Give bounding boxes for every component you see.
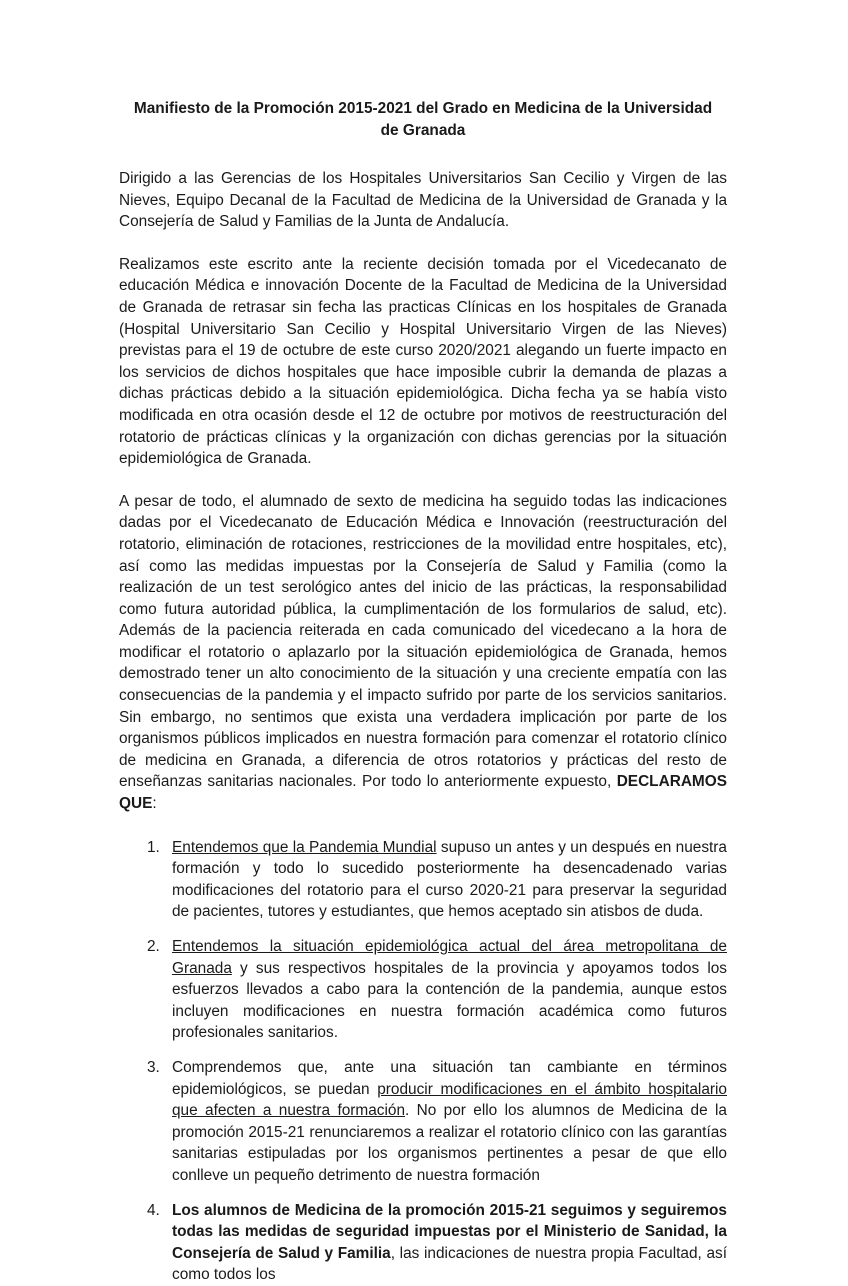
item-text: supuso un antes y un después en nuestra formación y todo lo sucedido posteriormente ha desencadenado varias modificaciones del rotatorio para el curso 2020-21 para preservar la seguridad de pacientes, tutores y estudiantes, que hemos aceptado sin atisbos de duda. — [172, 838, 727, 921]
item-text: y sus respectivos hospitales de la provincia y apoyamos todos los esfuerzos llevados a cabo para la contención de la pandemia, aunque estos incluyen modificaciones en nuestra formación académica como futuros profesionales sanitarios. — [172, 959, 727, 1042]
item-number: 1. — [147, 838, 160, 856]
document-title: Manifiesto de la Promoción 2015-2021 del Grado en Medicina de la Universidad de Granada — [133, 100, 713, 139]
argument-paragraph — [119, 491, 727, 815]
item-number: 2. — [147, 938, 160, 955]
item-underlined-text: producir modificaciones en el ámbito hospitalario que afecten a nuestra formación — [172, 1080, 727, 1120]
item-underlined-text: Entendemos la situación epidemiológica actual del área metropolitana de Granada — [172, 938, 727, 977]
declaramos-heading: DECLARAMOS QUE — [119, 773, 727, 813]
declaration-item-4 — [119, 1200, 727, 1286]
addressee-paragraph: Dirigido a las Gerencias de los Hospitales Universitarios San Cecilio y Virgen de las Nieves, Equipo Decanal de la Facultad de Medicina de la Universidad de Granada y la Consejería de Salud y Familias de la Junta de Andalucía. — [119, 170, 727, 231]
declaration-item-1 — [119, 837, 727, 923]
declaration-item-2 — [119, 936, 727, 1044]
item-underlined-text: Entendemos que la Pandemia Mundial — [172, 838, 437, 856]
argument-text: A pesar de todo, el alumnado de sexto de medicina ha seguido todas las indicaciones dadas por el Vicedecanato de Educación Médica e Innovación (reestructuración del rotatorio, eliminación de rotaciones, restricciones de la movilidad entre hospitales, etc), así como las medidas impuestas por la Consejería de Salud y Familia (como la realización de un test serológico antes del inicio de las prácticas, la responsabilidad como futura autoridad pública, la cumplimentación de los formularios de salud, etc). Además de la paciencia reiterada en cada comunicado del vicedecano a la hora de modificar el rotatorio o aplazarlo por la situación epidemiológica de Granada, hemos demostrado tener un alto conocimiento de la situación y una creciente empatía con las consecuencias de la pandemia y el impacto sufrido por parte de los servicios sanitarios. Sin embargo, no sentimos que exista una verdadera implicación por parte de los organismos públicos implicados en nuestra formación para comenzar el rotatorio clínico de medicina en Granada, a diferencia de otros rotatorios y prácticas del resto de enseñanzas sanitarias nacionales. Por todo lo anteriormente expuesto, — [119, 492, 727, 791]
item-bold-text: Los alumnos de Medicina de la promoción 2015-21 seguimos y seguiremos todas las medidas de seguridad impuestas por el Ministerio de Sanidad, la Consejería de Salud y Familia — [172, 1201, 727, 1262]
item-number: 4. — [147, 1201, 160, 1219]
context-paragraph: Realizamos este escrito ante la reciente decisión tomada por el Vicedecanato de educación Médica e innovación Docente de la Facultad de Medicina de la Universidad de Granada de retrasar sin fecha las practicas Clínicas en los hospitales de Granada (Hospital Universitario San Cecilio y Hospital Universitario Virgen de las Nieves) previstas para el 19 de octubre de este curso 2020/2021 alegando un fuerte impacto en los servicios de dichos hospitales que hace imposible cubrir la demanda de plazas a dichas prácticas debido a la situación epidemiológica. Dicha fecha ya se había visto modificada en otra ocasión desde el 12 de octubre por motivos de reestructuración del rotatorio de prácticas clínicas y la organización con dichas gerencias por la situación epidemiológica de Granada. — [119, 255, 727, 468]
item-text: , las indicaciones de nuestra propia Facultad, así como todos los — [172, 1244, 727, 1284]
declarations-list — [119, 837, 727, 1286]
declaration-item-3 — [119, 1057, 727, 1187]
item-number: 3. — [147, 1058, 160, 1076]
item-text: . No por ello los alumnos de Medicina de la promoción 2015-21 renunciaremos a realizar el rotatorio clínico con las garantías sanitarias estipuladas por los organismos pertinentes a pesar de que ello conlleve un pequeño detrimento de nuestra formación — [172, 1102, 727, 1184]
item-text-before: Comprendemos que, ante una situación tan cambiante en términos epidemiológicos, se puedan — [172, 1058, 727, 1098]
declaramos-colon: : — [152, 795, 157, 813]
